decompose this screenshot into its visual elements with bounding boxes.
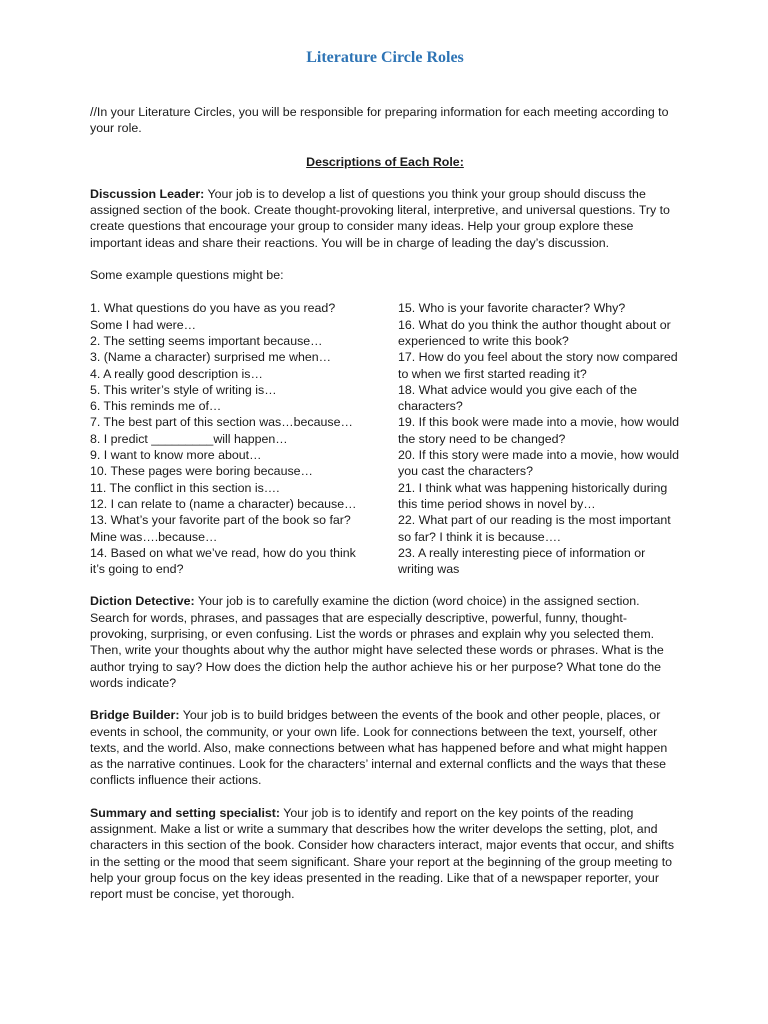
question-item: 17. How do you feel about the story now compared to when we first started reading it? xyxy=(398,350,678,381)
example-questions xyxy=(90,300,680,577)
question-item: 1. What questions do you have as you read? Some I had were… xyxy=(90,301,336,332)
role-name: Bridge Builder: xyxy=(90,708,180,723)
role-diction-detective xyxy=(90,593,680,691)
question-item: 15. Who is your favorite character? Why? xyxy=(398,301,626,316)
role-bridge-builder xyxy=(90,707,680,788)
descriptions-heading: Descriptions of Each Role: xyxy=(306,154,464,169)
role-discussion-leader xyxy=(90,186,680,251)
question-item: 3. (Name a character) surprised me when… xyxy=(90,350,332,365)
role-description: Your job is to identify and report on the key points of the reading assignment. Make a list or write a summary that describes how the writer develops the setting, plot, and characters in this section of the book. Consider how characters interact, major events that occur, and shifts in the setting or the mood that seem significant. Share your report at the beginning of the group meeting to help your group focus on the key ideas presented in the reading. Like that of a newspaper reporter, your report must be concise, yet thorough. xyxy=(90,805,675,902)
role-name: Diction Detective: xyxy=(90,594,195,609)
question-item: 2. The setting seems important because… xyxy=(90,333,323,348)
question-item: 11. The conflict in this section is…. xyxy=(90,480,280,495)
question-item: 22. What part of our reading is the most important so far? I think it is because…. xyxy=(398,513,671,544)
role-name: Discussion Leader: xyxy=(90,186,205,201)
question-item: 14. Based on what we’ve read, how do you think it’s going to end? xyxy=(90,545,356,577)
question-item: 20. If this story were made into a movie, how would you cast the characters? xyxy=(398,448,679,479)
role-description: Your job is to develop a list of questions you think your group should discuss the assigned section of the book. Create thought-provoking literal, interpretive, and universal questions. Try to create questions that encourage your group to consider many ideas. Help your group explore these important ideas and share their reactions. You will be in charge of leading the day’s discussion. xyxy=(90,186,670,250)
questions-column-left xyxy=(90,300,362,577)
question-item: 12. I can relate to (name a character) because… xyxy=(90,496,357,511)
examples-label: Some example questions might be: xyxy=(90,268,284,283)
role-name: Summary and setting specialist: xyxy=(90,805,281,820)
question-item: 4. A really good description is… xyxy=(90,366,263,381)
question-item: 5. This writer’s style of writing is… xyxy=(90,382,277,397)
role-description: Your job is to build bridges between the events of the book and other people, places, or events in school, the community, or your own life. Look for connections between the text, yourself, other texts, and the world. Also, make connections between what has happened before and what might happen as the narrative continues. Look for the characters’ internal and external conflicts and the ways that these conflicts influence their actions. xyxy=(90,708,668,788)
question-item: 9. I want to know more about… xyxy=(90,448,262,463)
question-item: 10. These pages were boring because… xyxy=(90,464,313,479)
role-summary-specialist xyxy=(90,805,680,903)
question-item: 16. What do you think the author thought about or experienced to write this book? xyxy=(398,317,671,348)
role-description: Your job is to carefully examine the diction (word choice) in the assigned section. Search for words, phrases, and passages that are especially descriptive, powerful, funny, thought-provoking, surprising, or even confusing. List the words or phrases and explain why you selected them. Then, write your thoughts about why the author might have selected these words or phrases. What is the author trying to say? How does the diction help the author achieve his or her purpose? What tone do the words indicate? xyxy=(90,594,664,690)
question-item: 6. This reminds me of… xyxy=(90,399,222,414)
question-item: 21. I think what was happening historically during this time period shows in novel by… xyxy=(398,480,668,511)
question-item: 18. What advice would you give each of the characters? xyxy=(398,382,638,414)
page-title: Literature Circle Roles xyxy=(306,49,464,66)
questions-column-right xyxy=(398,300,680,577)
intro-paragraph: //In your Literature Circles, you will be responsible for preparing information for each meeting according to your role. xyxy=(90,105,669,136)
question-item: 7. The best part of this section was…because… xyxy=(90,415,353,430)
question-item: 23. A really interesting piece of information or writing was xyxy=(398,545,646,577)
question-item: 8. I predict _________will happen… xyxy=(90,431,288,446)
question-item: 19. If this book were made into a movie, how would the story need to be changed? xyxy=(398,415,680,446)
question-item: 13. What’s your favorite part of the book so far? Mine was….because… xyxy=(90,513,351,544)
